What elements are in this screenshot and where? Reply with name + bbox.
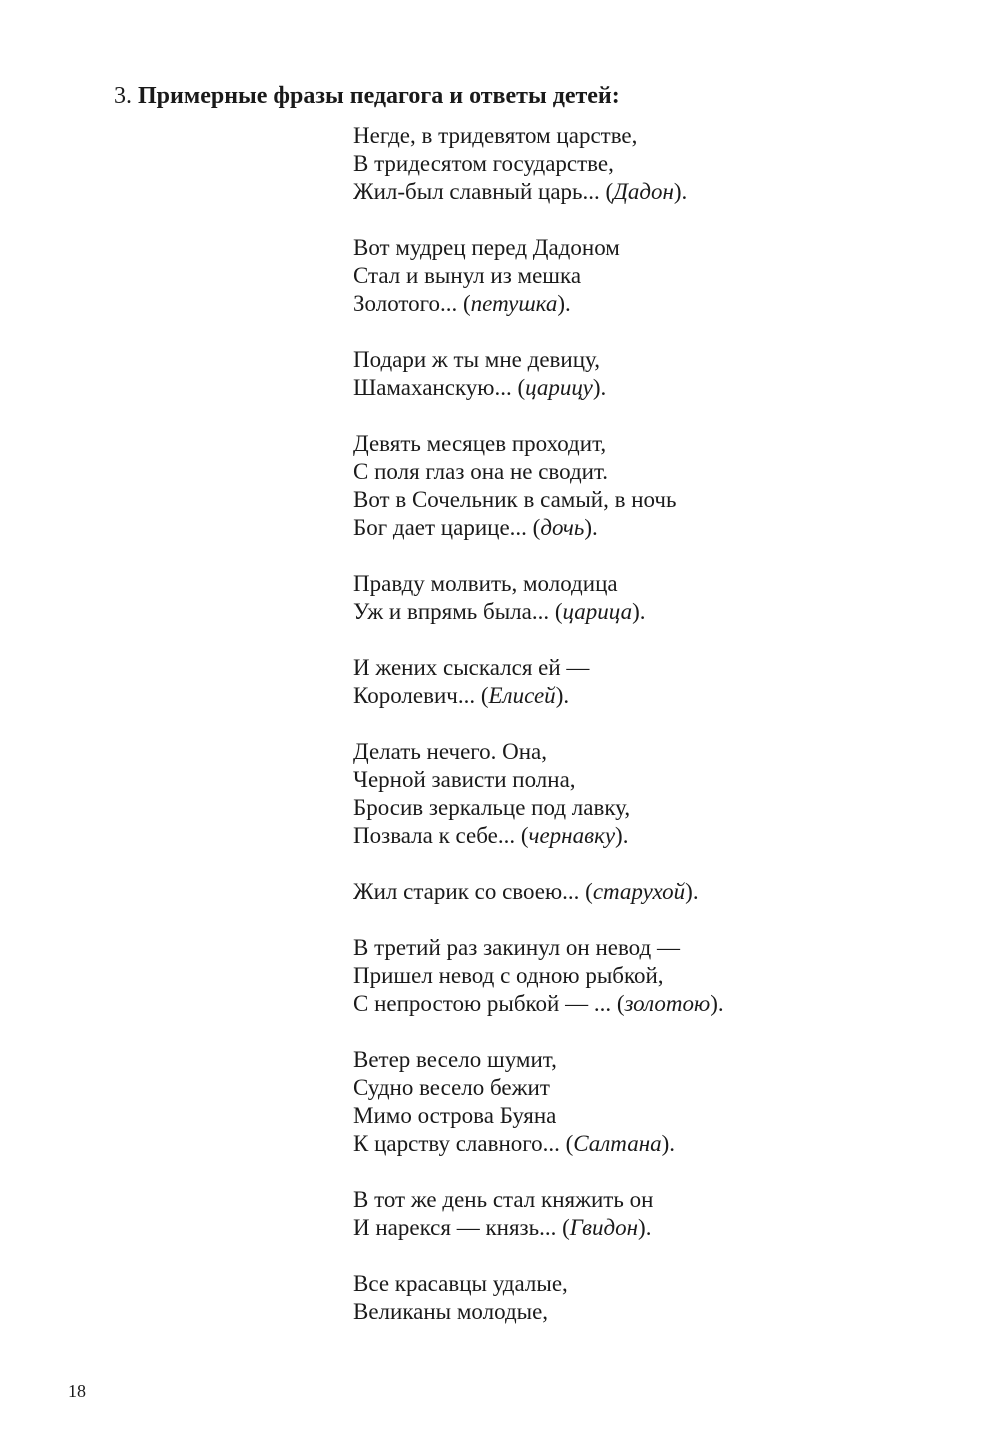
line-text: Бог дает царице... ( bbox=[353, 515, 541, 540]
poem-line bbox=[353, 122, 724, 150]
line-text: Вот мудрец перед Дадоном bbox=[353, 235, 620, 260]
line-text: Золотого... ( bbox=[353, 291, 471, 316]
poem-line bbox=[353, 822, 724, 850]
line-punctuation: ). bbox=[555, 683, 570, 708]
line-punctuation: ). bbox=[584, 515, 598, 540]
poem-line bbox=[353, 1102, 724, 1130]
page-number: 18 bbox=[68, 1381, 86, 1401]
stanza bbox=[353, 1186, 724, 1242]
line-text: К царству славного... ( bbox=[353, 1131, 574, 1156]
stanza bbox=[353, 234, 724, 318]
answer-word: петушка bbox=[470, 291, 558, 316]
poem-line bbox=[353, 738, 724, 766]
line-text: И жених сыскался ей — bbox=[353, 655, 590, 680]
answer-word: золотою bbox=[624, 991, 711, 1016]
line-text: Великаны молодые, bbox=[353, 1299, 549, 1324]
answer-word: Дадон bbox=[613, 179, 674, 204]
poem-line bbox=[353, 346, 724, 374]
line-text: Черной зависти полна, bbox=[353, 767, 576, 792]
poem-line bbox=[353, 1074, 724, 1102]
line-punctuation: ). bbox=[632, 599, 646, 624]
stanza bbox=[353, 430, 724, 542]
line-text: Шамаханскую... ( bbox=[353, 375, 526, 400]
answer-word: дочь bbox=[540, 515, 585, 540]
stanza bbox=[353, 570, 724, 626]
stanza bbox=[353, 654, 724, 710]
stanza bbox=[353, 1270, 724, 1326]
poem-line bbox=[353, 1186, 724, 1214]
poem-line bbox=[353, 962, 724, 990]
answer-word: Салтана bbox=[573, 1131, 662, 1156]
line-text: Пришел невод с одною рыбкой, bbox=[353, 963, 664, 988]
line-punctuation: ). bbox=[638, 1215, 652, 1240]
poem-line bbox=[353, 430, 724, 458]
answer-word: старухой bbox=[592, 879, 686, 904]
stanza bbox=[353, 738, 724, 850]
answer-word: царица bbox=[562, 599, 633, 624]
line-text: В тот же день стал княжить он bbox=[353, 1187, 654, 1212]
line-text: Все красавцы удалые, bbox=[353, 1271, 568, 1296]
line-punctuation: ). bbox=[557, 291, 571, 316]
stanza bbox=[353, 1046, 724, 1158]
line-text: Подари ж ты мне девицу, bbox=[353, 347, 600, 372]
poem-line bbox=[353, 794, 724, 822]
poem-line bbox=[353, 1270, 724, 1298]
poem-line bbox=[353, 934, 724, 962]
answer-word: Елисей bbox=[488, 683, 556, 708]
line-punctuation: ). bbox=[673, 179, 688, 204]
stanza bbox=[353, 346, 724, 402]
line-text: Королевич... ( bbox=[353, 683, 489, 708]
line-text: Негде, в тридевятом царстве, bbox=[353, 123, 638, 148]
poem-line bbox=[353, 458, 724, 486]
line-punctuation: ). bbox=[661, 1131, 676, 1156]
line-text: В тридесятом государстве, bbox=[353, 151, 614, 176]
poem-line bbox=[353, 150, 724, 178]
poem-line bbox=[353, 570, 724, 598]
poem-line bbox=[353, 766, 724, 794]
poem-line bbox=[353, 514, 724, 542]
line-text: Жил старик со своею... ( bbox=[353, 879, 593, 904]
line-text: Жил-был славный царь... ( bbox=[353, 179, 614, 204]
poem-line bbox=[353, 1130, 724, 1158]
poem-line bbox=[353, 682, 724, 710]
stanza bbox=[353, 878, 724, 906]
line-text: Судно весело бежит bbox=[353, 1075, 550, 1100]
section-title: Примерные фразы педагога и ответы детей: bbox=[138, 83, 620, 109]
poem-line bbox=[353, 290, 724, 318]
section-heading bbox=[114, 80, 620, 112]
poem-line bbox=[353, 990, 724, 1018]
stanza bbox=[353, 122, 724, 206]
answer-word: царицу bbox=[525, 375, 593, 400]
poem-line bbox=[353, 1214, 724, 1242]
line-punctuation: ). bbox=[615, 823, 629, 848]
line-text: И нарекся — князь... ( bbox=[353, 1215, 570, 1240]
poem-line bbox=[353, 1298, 724, 1326]
line-text: Правду молвить, молодица bbox=[353, 571, 618, 596]
line-punctuation: ). bbox=[710, 991, 724, 1016]
line-text: Ветер весело шумит, bbox=[353, 1047, 557, 1072]
line-text: Уж и впрямь была... ( bbox=[353, 599, 563, 624]
poem-line bbox=[353, 262, 724, 290]
poem-line bbox=[353, 486, 724, 514]
line-text: Бросив зеркальце под лавку, bbox=[353, 795, 631, 820]
stanza bbox=[353, 934, 724, 1018]
poem-line bbox=[353, 654, 724, 682]
poem-text bbox=[353, 122, 724, 1326]
answer-word: чернавку bbox=[528, 823, 616, 848]
line-text: Вот в Сочельник в самый, в ночь bbox=[353, 487, 677, 512]
answer-word: Гвидон bbox=[569, 1215, 639, 1240]
poem-line bbox=[353, 1046, 724, 1074]
section-number: 3. bbox=[114, 83, 132, 109]
line-text: Мимо острова Буяна bbox=[353, 1103, 557, 1128]
line-text: С поля глаз она не сводит. bbox=[353, 459, 609, 484]
poem-line bbox=[353, 374, 724, 402]
line-text: Стал и вынул из мешка bbox=[353, 263, 582, 288]
poem-line bbox=[353, 598, 724, 626]
line-punctuation: ). bbox=[592, 375, 607, 400]
line-text: Девять месяцев проходит, bbox=[353, 431, 607, 456]
line-text: Позвала к себе... ( bbox=[353, 823, 529, 848]
poem-line bbox=[353, 878, 724, 906]
line-text: В третий раз закинул он невод — bbox=[353, 935, 680, 960]
line-text: С непростою рыбкой — ... ( bbox=[353, 991, 625, 1016]
line-punctuation: ). bbox=[685, 879, 699, 904]
poem-line bbox=[353, 178, 724, 206]
line-text: Делать нечего. Она, bbox=[353, 739, 548, 764]
poem-line bbox=[353, 234, 724, 262]
